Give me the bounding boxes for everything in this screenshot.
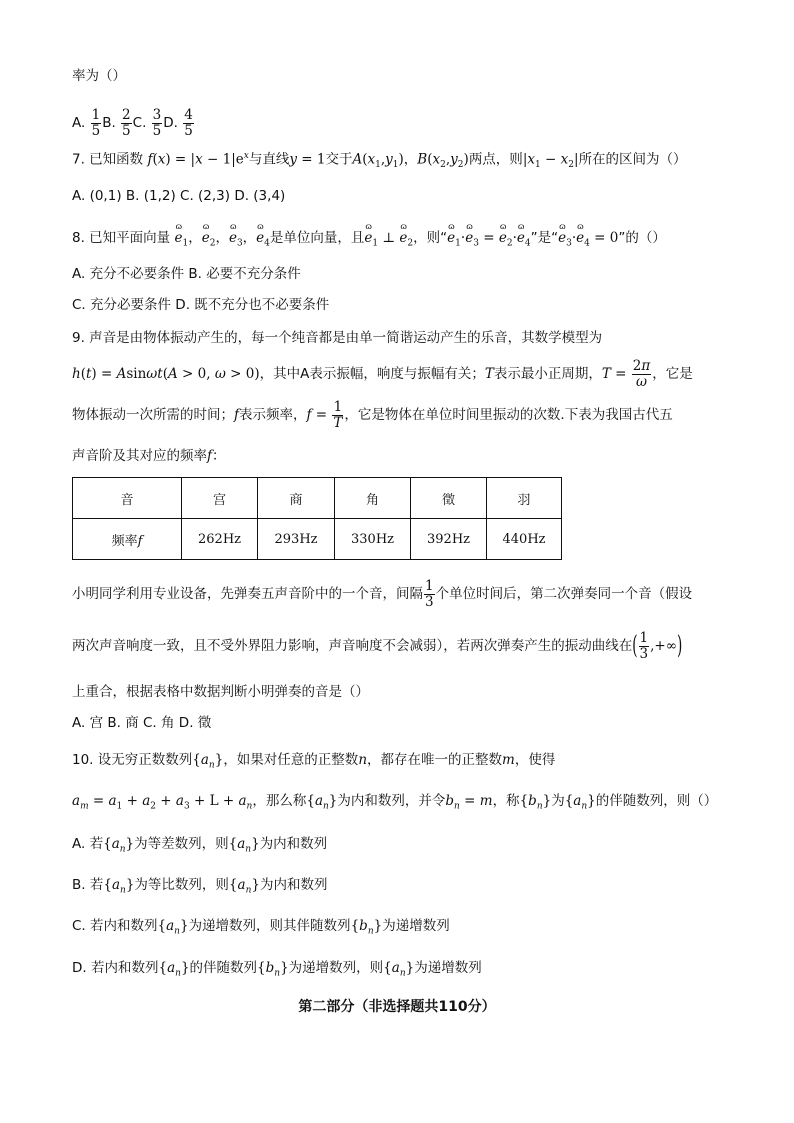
table-cell: 392Hz [411,519,487,560]
q7-options: A. (0,1) B. (1,2) C. (2,3) D. (3,4) [72,188,286,204]
table-header-row [73,478,562,519]
q7-stem: 7. 已知函数 $f(x) = |x - 1|e^x$与直线y = 1交于$A(x_1,y_1)$，$B(x_2,y_2)$两点，则$|x_1 - x_2|$所在的区间为（） [72,151,687,171]
table-row [73,519,562,560]
table-header-cell: 羽 [487,478,562,519]
q9-line4: 声音阶及其对应的频率f： [72,448,226,464]
q9-options: A. 宫 B. 商 C. 角 D. 徵 [72,715,212,731]
table-cell: 262Hz [182,519,258,560]
table-cell: 330Hz [335,519,411,560]
table-cell: 440Hz [487,519,562,560]
q9-line1: 9. 声音是由物体振动产生的，每一个纯音都是由单一简谐运动产生的乐音，其数学模型为 [72,330,603,346]
q8-options-cd: C. 充分必要条件 D. 既不充分也不必要条件 [72,297,330,313]
q9-line2: h(t) = Asinωt(A > 0, ω > 0)，其中A表示振幅，响度与振幅有关；T表示最小正周期，T = $\frac{2\pi}{\omega}$ ，它是 [72,357,693,390]
q10-line1: 10. 设无穷正数数列$\{a_n\}$，如果对任意的正整数n，都存在唯一的正整数m，使得 [72,752,556,771]
q10-line2: $a_m = a_1 + a_2 + a_3 + L + a_n$，那么称$\{a_n\}$为内和数列，并令$b_n = m$，称$\{b_n\}$为$\{a_n\}$的伴随数列，则（） [72,793,718,812]
q8-options-ab: A. 充分不必要条件 B. 必要不充分条件 [72,266,301,282]
q9-para3: 上重合，根据表格中数据判断小明弹奏的音是（） [72,684,369,700]
q10-option-c: C. 若内和数列$\{a_n\}$为递增数列，则其伴随数列$\{b_n\}$为递增数列 [72,918,450,937]
q6-stem-tail: 率为（） [72,68,126,84]
q9-line3: 物体振动一次所需的时间；f表示频率，f = $\frac{1}{T}$ ，它是物体在单位时间里振动的次数.下表为我国古代五 [72,398,673,431]
q9-para2: 两次声音响度一致，且不受外界阻力影响，声音响度不会减弱），若两次弹奏产生的振动曲线在( $\frac{1}{3}$ ,+∞) [72,629,683,662]
table-header-cell: 角 [335,478,411,519]
table-header-cell: 徵 [411,478,487,519]
table-header-cell: 宫 [182,478,258,519]
q10-option-d: D. 若内和数列$\{a_n\}$的伴随数列$\{b_n\}$为递增数列，则$\{a_n\}$为递增数列 [72,960,482,979]
q10-option-b: B. 若$\{a_n\}$为等比数列，则$\{a_n\}$为内和数列 [72,877,328,896]
q8-stem: 8. 已知平面向量 ɷ $e_1$，ɷ $e_2$，ɷ $e_3$，ɷ $e_4$是单位向量，且ɷ $e_1$ ⊥ ɷ $e_2$，则“ɷ $e_1\cdot ɷ$ $e_3$ = ɷ $e_2\cdot ɷ$ $e_4$”是“ɷ $e_3\cdot ɷ$ $e_4 = 0$”的（） [72,228,666,254]
pitch-frequency-table [72,477,562,560]
table-header-cell: 音 [73,478,182,519]
table-header-cell: 商 [258,478,335,519]
q9-para1: 小明同学利用专业设备，先弹奏五声音阶中的一个音，间隔 $\frac{1}{3}$ 个单位时间后，第二次弹奏同一个音（假设 [72,577,693,610]
q6-frac-d: $\frac{4}{5}$ [184,106,193,139]
q6-options: A. $\frac{1}{5}$ B. $\frac{2}{5}$ C. $\frac{3}{5}$ D. $\frac{4}{5}$ [72,106,193,139]
q6-frac-a: $\frac{1}{5}$ [91,106,101,139]
table-cell: 293Hz [258,519,335,560]
q6-frac-c: $\frac{3}{5}$ [152,106,162,139]
q10-option-a: A. 若$\{a_n\}$为等差数列，则$\{a_n\}$为内和数列 [72,836,328,855]
table-row-label: 频率f [73,519,182,560]
q6-frac-b: $\frac{2}{5}$ [122,106,131,139]
part-two-heading: 第二部分（非选择题共110分） [298,999,496,1015]
